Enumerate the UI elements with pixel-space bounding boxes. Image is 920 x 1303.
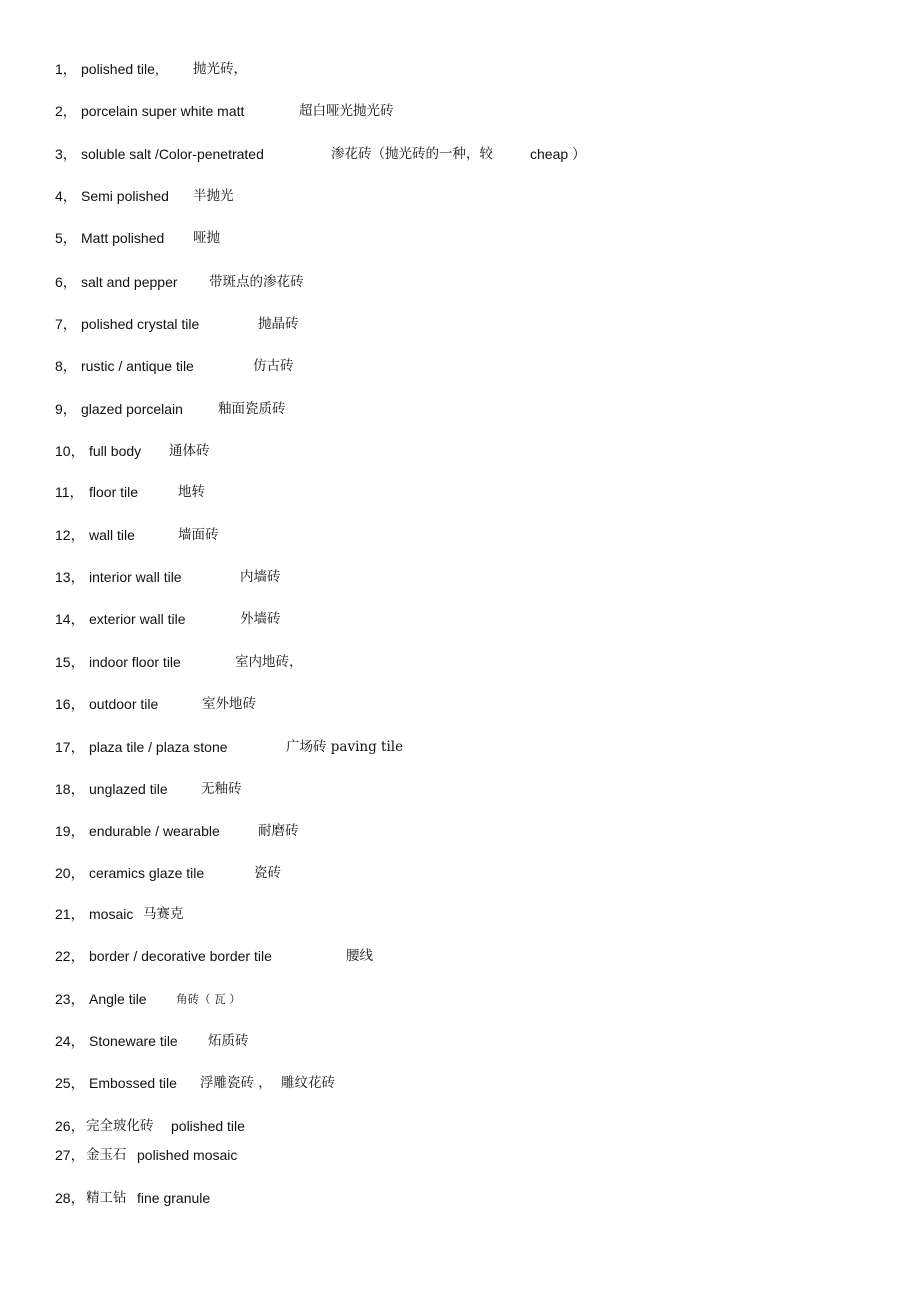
english-term: full body <box>89 443 142 459</box>
chinese-term: 瓷砖 <box>254 865 281 881</box>
english-term: polished crystal tile <box>81 316 200 332</box>
chinese-term: 腰线 <box>346 948 373 964</box>
item-number: 11， <box>55 484 84 500</box>
chinese-term: 哑抛 <box>193 230 220 246</box>
english-term: polished tile, <box>81 61 159 77</box>
item-number: 1， <box>55 61 77 77</box>
chinese-term: 金玉石 <box>86 1147 127 1163</box>
item-number: 2， <box>55 103 77 119</box>
chinese-term: 超白哑光抛光砖 <box>299 103 394 119</box>
chinese-term: 带斑点的渗花砖 <box>209 274 304 290</box>
item-number: 3， <box>55 146 77 162</box>
item-number: 24， <box>55 1033 85 1049</box>
chinese-term: 无釉砖 <box>201 781 242 797</box>
item-number: 12， <box>55 527 85 543</box>
english-term: plaza tile / plaza stone <box>89 739 228 755</box>
english-term: Semi polished <box>81 188 169 204</box>
english-term: unglazed tile <box>89 781 168 797</box>
item-number: 23， <box>55 991 85 1007</box>
english-term: wall tile <box>89 527 135 543</box>
english-term: mosaic <box>89 906 134 922</box>
english-term: floor tile <box>89 484 139 500</box>
english-note: cheap ） <box>530 146 587 162</box>
chinese-term: 完全玻化砖 <box>86 1118 154 1134</box>
chinese-term: 室外地砖 <box>202 696 256 712</box>
chinese-term: 外墙砖 <box>240 611 281 627</box>
item-number: 26， <box>55 1118 85 1134</box>
english-term: Stoneware tile <box>89 1033 178 1049</box>
chinese-term-alt: 雕纹花砖 <box>281 1075 335 1091</box>
chinese-term: 地转 <box>178 484 205 500</box>
chinese-term: 角砖（ 瓦 ） <box>176 992 241 1006</box>
chinese-term: 墙面砖 <box>178 527 219 543</box>
chinese-term: 耐磨砖 <box>258 823 299 839</box>
english-term: porcelain super white matt <box>81 103 245 119</box>
item-number: 15， <box>55 654 85 670</box>
item-number: 7， <box>55 316 77 332</box>
english-term: interior wall tile <box>89 569 182 585</box>
english-term: exterior wall tile <box>89 611 186 627</box>
english-term: Matt polished <box>81 230 165 246</box>
chinese-term: 釉面瓷质砖 <box>218 401 286 417</box>
english-term: polished tile <box>171 1118 245 1134</box>
english-term: Angle tile <box>89 991 147 1007</box>
item-number: 27， <box>55 1147 85 1163</box>
english-term: fine granule <box>137 1190 211 1206</box>
english-term: rustic / antique tile <box>81 358 194 374</box>
item-number: 13， <box>55 569 85 585</box>
english-term: outdoor tile <box>89 696 159 712</box>
english-term: indoor floor tile <box>89 654 181 670</box>
english-term: glazed porcelain <box>81 401 183 417</box>
english-term: border / decorative border tile <box>89 948 272 964</box>
item-number: 10， <box>55 443 85 459</box>
item-number: 20， <box>55 865 85 881</box>
english-term: salt and pepper <box>81 274 178 290</box>
item-number: 16， <box>55 696 85 712</box>
item-number: 14， <box>55 611 85 627</box>
item-number: 22， <box>55 948 85 964</box>
chinese-term: 抛光砖， <box>193 61 247 77</box>
chinese-term: 精工钻 <box>86 1190 127 1206</box>
chinese-term: 渗花砖（抛光砖的一种，较 <box>331 146 493 162</box>
chinese-term: 室内地砖， <box>235 654 303 670</box>
chinese-term: 内墙砖 <box>240 569 281 585</box>
english-term: Embossed tile <box>89 1075 177 1091</box>
english-term: soluble salt /Color-penetrated <box>81 146 264 162</box>
english-term: endurable / wearable <box>89 823 220 839</box>
chinese-term: 马赛克 <box>143 906 184 922</box>
chinese-term: 广场砖 paving tile <box>286 739 404 755</box>
item-number: 28， <box>55 1190 85 1206</box>
item-number: 8， <box>55 358 77 374</box>
item-number: 9， <box>55 401 77 417</box>
item-number: 25， <box>55 1075 85 1091</box>
item-number: 4， <box>55 188 77 204</box>
item-number: 21， <box>55 906 85 922</box>
chinese-term: 炻质砖 <box>208 1033 249 1049</box>
english-term: polished mosaic <box>137 1147 238 1163</box>
english-term: ceramics glaze tile <box>89 865 205 881</box>
chinese-term: 浮雕瓷砖 ， <box>200 1075 272 1091</box>
chinese-term: 抛晶砖 <box>258 316 299 332</box>
chinese-term: 半抛光 <box>193 188 234 204</box>
chinese-term: 通体砖 <box>169 443 210 459</box>
item-number: 19， <box>55 823 85 839</box>
item-number: 17， <box>55 739 85 755</box>
item-number: 18， <box>55 781 85 797</box>
chinese-term: 仿古砖 <box>253 358 294 374</box>
item-number: 6， <box>55 274 77 290</box>
item-number: 5， <box>55 230 77 246</box>
